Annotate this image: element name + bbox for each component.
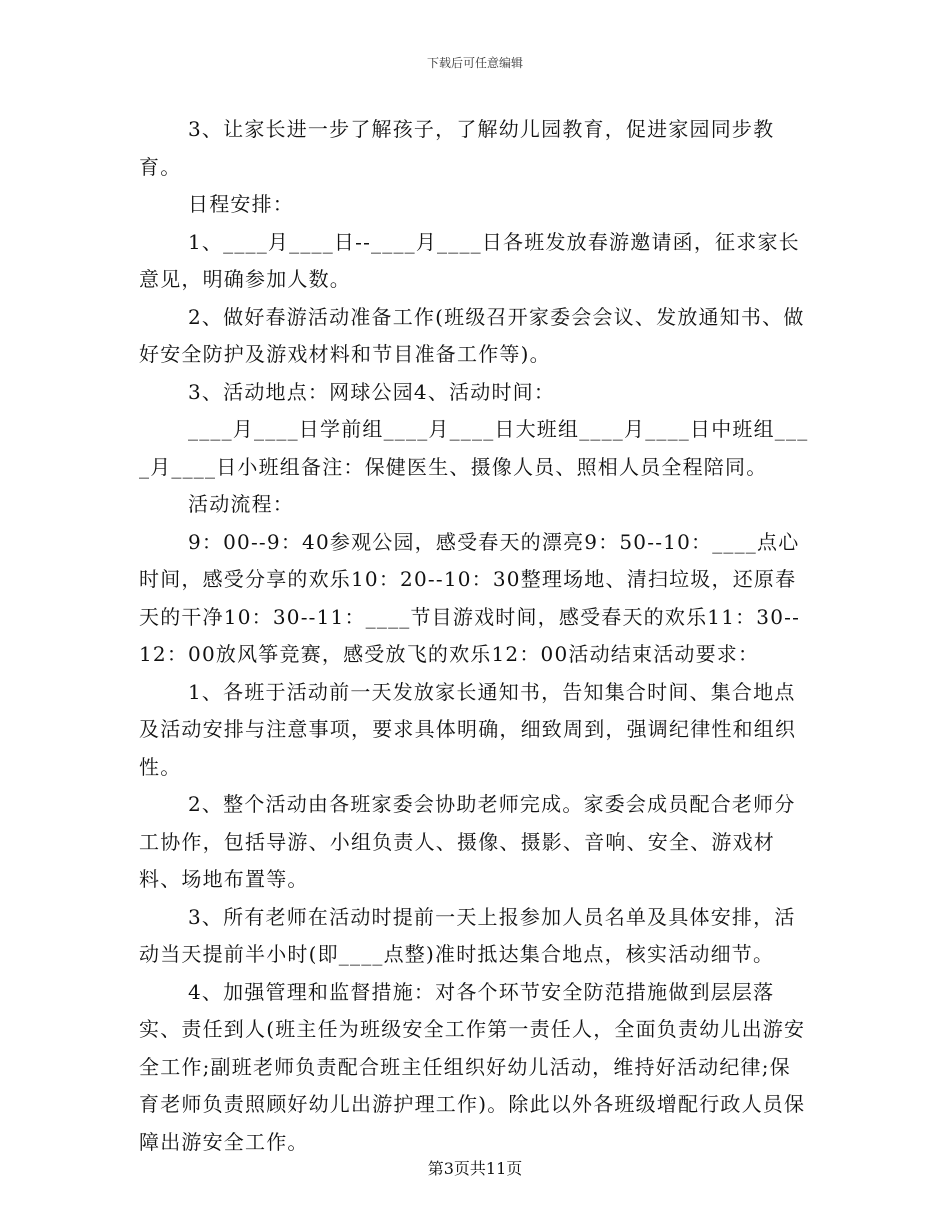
- paragraph-schedule-3: 3、活动地点：网球公园4、活动时间：: [188, 379, 556, 404]
- paragraph-requirement-1: 1、各班于活动前一天发放家长通知书，告知集合时间、集合地点及活动安排与注意事项，要求具体明确，细致周到，强调纪律性和组织性。: [139, 679, 797, 779]
- document-body: [139, 111, 811, 1161]
- page-number: 第3页共11页: [427, 1159, 523, 1178]
- paragraph-schedule-2: 2、做好春游活动准备工作(班级召开家委会会议、发放通知书、做好安全防护及游戏材料和节目准备工作等)。: [139, 304, 805, 366]
- paragraph-requirement-2: 2、整个活动由各班家委会协助老师完成。家委会成员配合老师分工协作，包括导游、小组负责人、摄像、摄影、音响、安全、游戏材料、场地布置等。: [139, 792, 796, 891]
- paragraph-requirement-3: 3、所有老师在活动时提前一天上报参加人员名单及具体安排，活动当天提前半小时(即____点整)准时抵达集合地点，核实活动细节。: [139, 904, 796, 966]
- paragraph-schedule-1: 1、____月____日--____月____日各班发放春游邀请函，征求家长意见，明确参加人数。: [139, 229, 800, 291]
- paragraph-requirement-4: 4、加强管理和监督措施：对各个环节安全防范措施做到层层落实、责任到人(班主任为班级安全工作第一责任人，全面负责幼儿出游安全工作;副班老师负责配合班主任组织好幼儿活动，维持好活动纪律;保育老师负责照顾好幼儿出游护理工作)。除此以外各班级增配行政人员保障出游安全工作。: [139, 979, 806, 1154]
- paragraph-schedule-heading: 日程安排：: [188, 192, 294, 216]
- paragraph-flow-heading: 活动流程：: [188, 492, 294, 516]
- header-note: 下载后可任意编辑: [426, 56, 523, 70]
- paragraph-goal-3: 3、让家长进一步了解孩子，了解幼儿园教育，促进家园同步教育。: [139, 117, 775, 179]
- paragraph-schedule-dates: ____月____日学前组____月____日大班组____月____日中班组____月____日小班组备注：保健医生、摄像人员、照相人员全程陪同。: [139, 417, 809, 479]
- paragraph-flow-timeline: 9：00--9：40参观公园，感受春天的漂亮9：50--10：____点心时间，感受分享的欢乐10：20--10：30整理场地、清扫垃圾，还原春天的干净10：30--11：____节目游戏时间，感受春天的欢乐11：30--12：00放风筝竞赛，感受放飞的欢乐12：00活动结束活动要求：: [139, 529, 801, 666]
